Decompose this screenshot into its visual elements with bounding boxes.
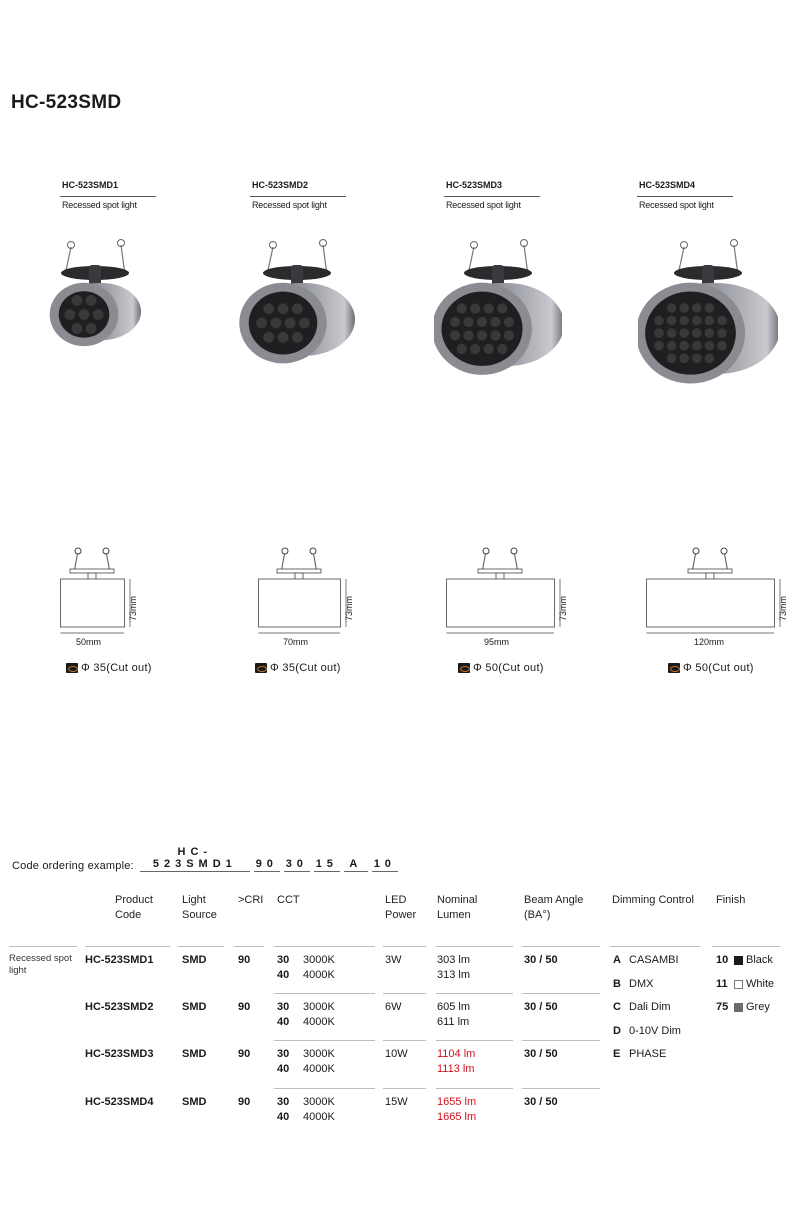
dimming-code: C <box>613 1001 621 1013</box>
cct-code: 40 <box>277 1111 290 1123</box>
row-divider <box>85 946 170 947</box>
product-code-cell: HC-523SMD3 <box>85 1048 154 1060</box>
code-segment-model: HC-523SMD1 <box>140 846 250 872</box>
finish-label: Black <box>746 954 773 966</box>
dimension-drawing-3 <box>446 545 594 655</box>
row-divider <box>436 993 513 994</box>
row-divider <box>522 1088 600 1089</box>
lumen-value: 1113 lm <box>437 1063 475 1075</box>
cutout-icon <box>255 663 267 673</box>
product-model: HC-523SMD3 <box>446 180 503 190</box>
lumen-value: 611 lm <box>437 1016 470 1028</box>
row-divider <box>274 993 375 994</box>
header-product-code: Product Code <box>115 894 153 921</box>
row-divider <box>383 993 426 994</box>
dimming-code: D <box>613 1025 621 1037</box>
product-type: Recessed spot light <box>446 200 521 210</box>
cri-cell: 90 <box>238 1048 251 1060</box>
width-dimension-label: 50mm <box>76 637 102 647</box>
product-model: HC-523SMD1 <box>62 180 119 190</box>
cct-code: 30 <box>277 954 290 966</box>
row-divider <box>436 946 513 947</box>
table-category: Recessed spot light <box>9 953 72 976</box>
cct-code: 30 <box>277 1048 290 1060</box>
product-code-cell: HC-523SMD2 <box>85 1001 154 1013</box>
led-power-cell: 10W <box>385 1048 408 1060</box>
beam-angle-cell: 30 / 50 <box>524 1001 558 1013</box>
cct-value: 4000K <box>303 1063 335 1075</box>
finish-option <box>734 977 774 992</box>
row-divider <box>522 993 600 994</box>
cct-code: 30 <box>277 1001 290 1013</box>
row-divider <box>383 1088 426 1089</box>
product-header-2 <box>250 180 420 210</box>
row-divider <box>274 946 375 947</box>
cutout-label: Φ 35(Cut out) <box>270 662 341 674</box>
row-divider <box>274 1088 375 1089</box>
dimming-code: E <box>613 1048 621 1060</box>
page-title: HC-523SMD <box>11 92 122 113</box>
color-swatch-icon <box>734 1003 743 1012</box>
cutout-icon <box>66 663 78 673</box>
led-power-cell: 3W <box>385 954 402 966</box>
lumen-value: 313 lm <box>437 969 471 981</box>
cri-cell: 90 <box>238 1096 251 1108</box>
light-source-cell: SMD <box>182 1001 207 1013</box>
header-finish: Finish <box>716 894 746 906</box>
width-dimension-label: 70mm <box>283 637 309 647</box>
code-ordering-example <box>12 846 402 872</box>
dimming-label: PHASE <box>629 1048 667 1060</box>
row-divider <box>436 1088 513 1089</box>
code-ordering-label: Code ordering example: <box>12 860 134 872</box>
code-segment-dimming: A <box>344 858 368 872</box>
lumen-value: 1655 lm <box>437 1096 477 1108</box>
code-segment-finish: 10 <box>373 858 396 870</box>
row-divider <box>383 946 426 947</box>
cutout-spec <box>66 662 152 674</box>
dimension-drawing-2 <box>258 545 380 655</box>
cutout-icon <box>458 663 470 673</box>
divider <box>444 196 540 197</box>
lumen-value: 1665 lm <box>437 1111 477 1123</box>
dimming-label: CASAMBI <box>629 954 679 966</box>
product-code-cell: HC-523SMD1 <box>85 954 154 966</box>
row-divider <box>436 1040 513 1041</box>
divider <box>60 196 156 197</box>
finish-label: Grey <box>746 1001 770 1013</box>
cct-value: 4000K <box>303 1016 335 1028</box>
product-render-3 <box>434 235 562 395</box>
light-source-cell: SMD <box>182 1048 207 1060</box>
finish-code: 11 <box>716 978 728 990</box>
header-nominal-lumen: Nominal Lumen <box>437 894 478 921</box>
code-segment-cri: 90 <box>255 858 278 870</box>
dimming-code: B <box>613 978 621 990</box>
product-type: Recessed spot light <box>252 200 327 210</box>
divider <box>637 196 733 197</box>
row-divider <box>610 946 700 947</box>
product-model: HC-523SMD2 <box>252 180 309 190</box>
product-render-1 <box>40 235 150 390</box>
dimming-code: A <box>613 954 621 966</box>
row-divider <box>234 946 264 947</box>
cct-value: 4000K <box>303 1111 335 1123</box>
row-divider <box>274 1040 375 1041</box>
row-divider <box>9 946 77 947</box>
row-divider <box>522 1040 600 1041</box>
product-render-2 <box>238 235 356 395</box>
cutout-label: Φ 50(Cut out) <box>683 662 754 674</box>
row-divider <box>383 1040 426 1041</box>
code-segment-beam: 15 <box>315 858 338 870</box>
product-header-4 <box>637 180 800 210</box>
dimming-label: 0-10V Dim <box>629 1025 681 1037</box>
color-swatch-icon <box>734 980 743 989</box>
finish-option <box>734 1000 770 1015</box>
height-dimension-label: 73mm <box>128 595 138 621</box>
cutout-spec <box>668 662 754 674</box>
header-light-source: Light Source <box>182 894 217 921</box>
cutout-label: Φ 50(Cut out) <box>473 662 544 674</box>
color-swatch-icon <box>734 956 743 965</box>
lumen-value: 1104 lm <box>437 1048 476 1060</box>
light-source-cell: SMD <box>182 954 207 966</box>
cct-code: 30 <box>277 1096 290 1108</box>
width-dimension-label: 120mm <box>694 637 725 647</box>
cct-code: 40 <box>277 969 290 981</box>
lumen-value: 605 lm <box>437 1001 471 1013</box>
header-cct: CCT <box>277 894 300 906</box>
cct-code: 40 <box>277 1063 290 1075</box>
cri-cell: 90 <box>238 1001 251 1013</box>
header-cri: >CRI <box>238 894 264 906</box>
finish-code: 10 <box>716 954 729 966</box>
header-led-power: LED Power <box>385 894 417 921</box>
dimming-label: Dali Dim <box>629 1001 671 1013</box>
cutout-spec <box>458 662 544 674</box>
height-dimension-label: 73mm <box>344 595 354 621</box>
row-divider <box>178 946 224 947</box>
product-type: Recessed spot light <box>639 200 714 210</box>
light-source-cell: SMD <box>182 1096 207 1108</box>
height-dimension-label: 73mm <box>778 595 788 621</box>
finish-code: 75 <box>716 1001 729 1013</box>
width-dimension-label: 95mm <box>484 637 510 647</box>
beam-angle-cell: 30 / 50 <box>524 1096 558 1108</box>
product-type: Recessed spot light <box>62 200 137 210</box>
led-power-cell: 6W <box>385 1001 402 1013</box>
code-segment-cct: 30 <box>285 858 308 870</box>
product-header-3 <box>444 180 614 210</box>
beam-angle-cell: 30 / 50 <box>524 1048 558 1060</box>
product-header-1 <box>60 180 230 210</box>
finish-option <box>734 953 773 968</box>
product-code-cell: HC-523SMD4 <box>85 1096 154 1108</box>
cct-value: 3000K <box>303 1048 335 1060</box>
row-divider <box>712 946 780 947</box>
cct-value: 3000K <box>303 1001 335 1013</box>
row-divider <box>522 946 600 947</box>
cct-code: 40 <box>277 1016 290 1028</box>
product-model: HC-523SMD4 <box>639 180 696 190</box>
cct-value: 3000K <box>303 1096 335 1108</box>
product-render-4 <box>638 235 778 395</box>
finish-label: White <box>746 978 775 990</box>
cutout-label: Φ 35(Cut out) <box>81 662 152 674</box>
lumen-value: 303 lm <box>437 954 471 966</box>
cct-value: 3000K <box>303 954 335 966</box>
dimming-label: DMX <box>629 978 654 990</box>
cri-cell: 90 <box>238 954 251 966</box>
height-dimension-label: 73mm <box>558 595 568 621</box>
cutout-spec <box>255 662 341 674</box>
cutout-icon <box>668 663 680 673</box>
header-dimming-control: Dimming Control <box>612 894 694 906</box>
header-beam-angle: Beam Angle (BA°) <box>524 894 584 921</box>
divider <box>250 196 346 197</box>
cct-value: 4000K <box>303 969 335 981</box>
led-power-cell: 15W <box>385 1096 408 1108</box>
beam-angle-cell: 30 / 50 <box>524 954 558 966</box>
